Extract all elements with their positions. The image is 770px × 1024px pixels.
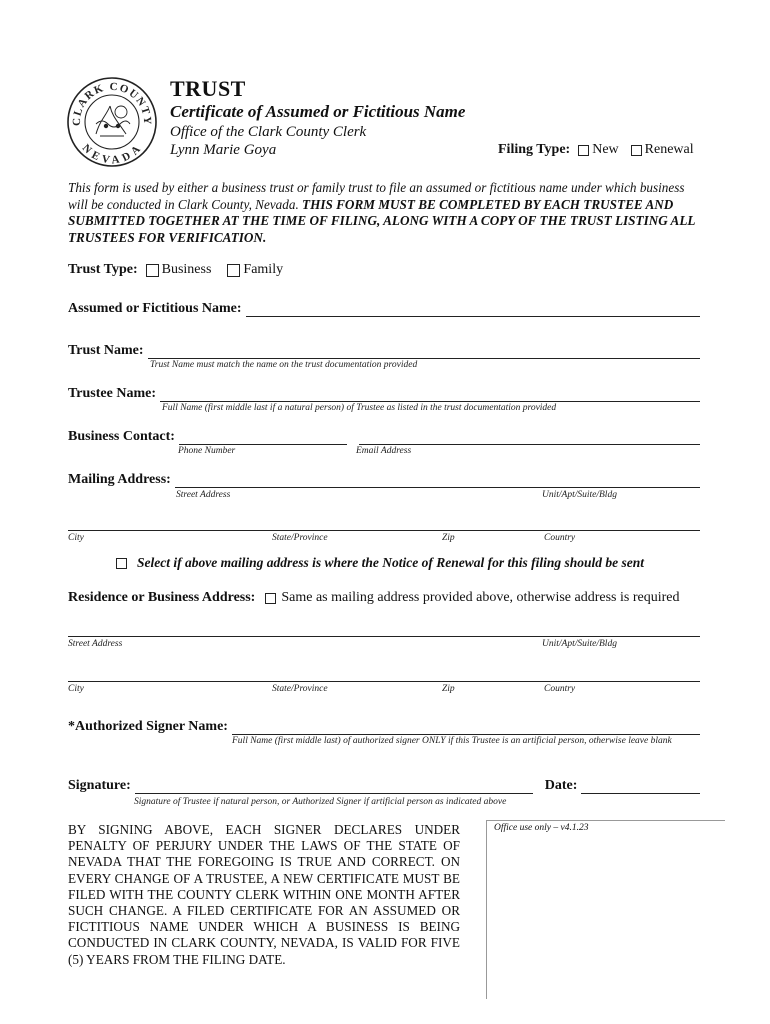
mailing-street-hint: Street Address [176,490,231,500]
trustee-name-hint: Full Name (first middle last if a natural person) of Trustee as listed in the trust documentation provided [162,403,557,413]
residence-street-hint: Street Address [68,639,123,649]
filing-renewal-checkbox[interactable] [631,145,642,156]
email-field[interactable] [359,430,700,445]
date-label: Date: [544,778,578,793]
filing-type [498,142,694,158]
office-name: Office of the Clark County Clerk [170,124,367,140]
residence-city-field[interactable] [68,681,700,682]
mailing-zip-hint: Zip [442,533,455,543]
residence-country-hint: Country [544,684,576,694]
residence-street-field[interactable] [68,636,700,637]
trust-name-label: Trust Name: [68,343,144,358]
mailing-unit-hint: Unit/Apt/Suite/Bldg [542,490,617,500]
mailing-city-field[interactable] [68,530,700,531]
trust-type-business-option[interactable] [146,262,212,278]
form-title: TRUST [170,76,246,101]
phone-field[interactable] [179,430,347,445]
renewal-notice-label: Select if above mailing address is where the Notice of Renewal for this filing should be sent [137,555,645,570]
clerk-name: Lynn Marie Goya [170,142,277,158]
mailing-address-label: Mailing Address: [68,472,171,487]
renewal-notice-checkbox[interactable] [116,558,127,569]
intro-paragraph [68,180,702,246]
authorized-signer-hint: Full Name (first middle last) of authorized signer ONLY if this Trustee is an artificial person, otherwise leave blank [232,736,672,746]
trust-type-business-checkbox[interactable] [146,264,159,277]
residence-city-hint: City [68,684,84,694]
business-contact-label: Business Contact: [68,429,175,444]
trust-name-hint: Trust Name must match the name on the trust documentation provided [150,360,418,370]
trust-type-family-label: Family [243,262,284,277]
trust-type-label: Trust Type: [68,262,138,277]
mailing-address-row [68,472,700,488]
trustee-name-label: Trustee Name: [68,386,156,401]
trust-name-row [68,343,700,359]
form-subtitle: Certificate of Assumed or Fictitious Name [170,102,466,121]
authorized-signer-label: *Authorized Signer Name: [68,719,228,734]
trust-type-family-option[interactable] [227,262,283,278]
assumed-name-field[interactable] [246,302,700,317]
date-field[interactable] [581,779,700,794]
office-use-box [486,820,725,999]
same-as-mailing-label: Same as mailing address provided above, otherwise address is required [281,590,680,605]
residence-zip-hint: Zip [442,684,455,694]
residence-address-label: Residence or Business Address: [68,590,256,605]
trust-type-business-label: Business [161,262,212,277]
filing-new-checkbox[interactable] [578,145,589,156]
perjury-declaration: BY SIGNING ABOVE, EACH SIGNER DECLARES UNDER PENALTY OF PERJURY UNDER THE LAWS OF THE STATE OF NEVADA THAT THE FOREGOING IS TRUE AND CORRECT. ON EVERY CHANGE OF A TRUSTEE, A NEW CERTIFICATE MUST BE FILED WITH THE COUNTY CLERK WITHIN ONE MONTH AFTER SUCH CHANGE. A FILED CERTIFICATE FOR AN ASSUMED OR FICTITIOUS NAME UNDER WHICH A BUSINESS IS BEING CONDUCTED IN CLARK COUNTY, NEVADA, IS VALID FOR FIVE (5) YEARS FROM THE FILING DATE. [68,822,460,967]
authorized-signer-field[interactable] [232,720,700,735]
signature-label: Signature: [68,778,131,793]
signature-field[interactable] [135,779,533,794]
residence-state-hint: State/Province [272,684,328,694]
residence-unit-hint: Unit/Apt/Suite/Bldg [542,639,617,649]
mailing-street-field[interactable] [175,473,700,488]
svg-text:NEVADA: NEVADA [79,142,145,167]
filing-new-label: New [592,142,619,157]
mailing-state-hint: State/Province [272,533,328,543]
trustee-name-row [68,386,700,402]
intro-bold-text: THIS FORM MUST BE COMPLETED BY EACH TRUSTEE AND SUBMITTED TOGETHER AT THE TIME OF FILING, ALONG WITH A COPY OF THE TRUST LISTING ALL TRUSTEES FOR VERIFICATION. [68,196,695,245]
email-hint: Email Address [356,446,412,456]
office-use-label: Office use only – v4.1.23 [494,823,589,833]
filing-new-option[interactable] [578,142,618,158]
mailing-country-hint: Country [544,533,576,543]
phone-hint: Phone Number [178,446,236,456]
trust-type-family-checkbox[interactable] [227,264,240,277]
intro-text: This form is used by either a business trust or family trust to file an assumed or fictitious name under which business will be conducted in Clark County, Nevada. [68,180,685,212]
trustee-name-field[interactable] [160,387,700,402]
signature-hint: Signature of Trustee if natural person, or Authorized Signer if artificial person as indicated above [134,797,507,807]
business-contact-row [68,429,700,445]
assumed-name-label: Assumed or Fictitious Name: [68,301,242,316]
filing-renewal-label: Renewal [644,142,694,157]
trust-type-row [68,262,295,278]
renewal-notice-option[interactable] [116,555,644,571]
trust-name-field[interactable] [148,344,700,359]
filing-type-label: Filing Type: [498,142,571,157]
signature-row [68,778,700,794]
authorized-signer-row [68,719,700,735]
svg-text:CLARK COUNTY: CLARK COUNTY [70,80,154,127]
clark-county-seal-icon [66,76,158,168]
assumed-name-row [68,301,700,317]
mailing-city-hint: City [68,533,84,543]
filing-renewal-option[interactable] [631,142,694,158]
residence-address-row [68,590,679,606]
same-as-mailing-checkbox[interactable] [265,593,276,604]
